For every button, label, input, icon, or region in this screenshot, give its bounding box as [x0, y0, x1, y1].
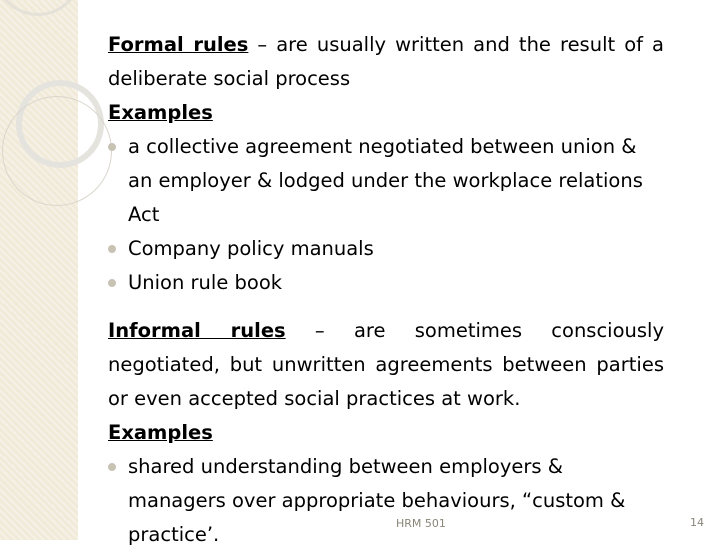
informal-rules-term: Informal rules	[108, 319, 286, 342]
list-item	[108, 266, 664, 300]
list-item	[108, 450, 664, 552]
formal-rules-definition	[108, 28, 664, 96]
informal-examples-heading: Examples	[108, 421, 213, 444]
list-item-text: Company policy manuals	[128, 237, 374, 260]
bullet-icon	[108, 463, 116, 471]
bullet-icon	[108, 245, 116, 253]
bullet-icon	[108, 279, 116, 287]
slide-number: 14	[690, 516, 704, 529]
formal-rules-text: – are usually written and the result of a deliberate social process	[108, 33, 665, 90]
list-item	[108, 232, 664, 266]
bullet-icon	[108, 143, 116, 151]
list-item-text: a collective agreement negotiated between union & an employer & lodged under the workplace relations Act	[128, 135, 643, 226]
informal-rules-text: – are sometimes consciously negotiated, but unwritten agreements between parties or even accepted social practices at work.	[108, 319, 665, 410]
formal-rules-term: Formal rules	[108, 33, 249, 56]
slide-body	[108, 28, 664, 552]
list-item	[108, 130, 664, 232]
decorative-ring	[2, 96, 112, 206]
formal-examples-heading: Examples	[108, 101, 213, 124]
list-item-text: shared understanding between employers & managers over appropriate behaviours, “custom & practice’.	[128, 455, 626, 546]
list-item-text: Union rule book	[128, 271, 283, 294]
informal-rules-definition	[108, 314, 664, 416]
footer-course-label: HRM 501	[396, 517, 446, 530]
